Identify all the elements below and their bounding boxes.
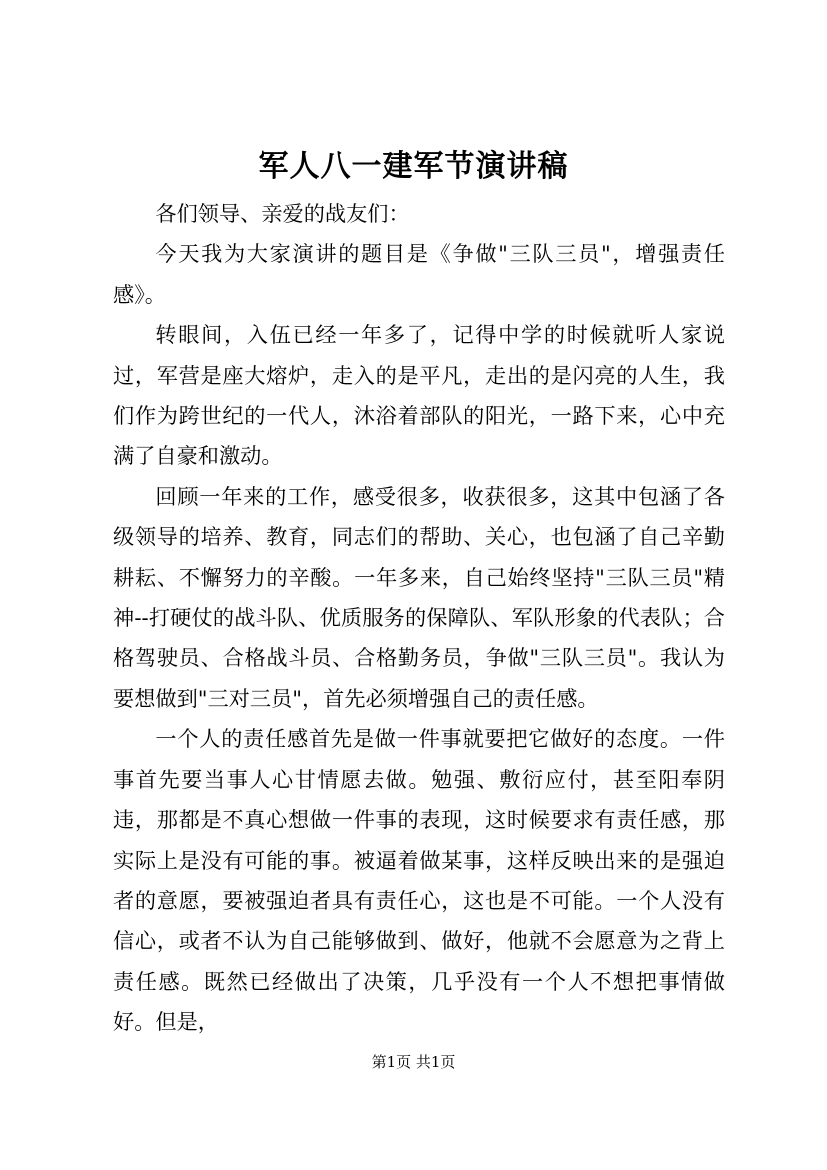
topic-paragraph: 今天我为大家演讲的题目是《争做"三队三员"，增强责任感》。	[113, 241, 725, 307]
document-title: 军人八一建军节演讲稿	[258, 149, 569, 184]
salutation-paragraph: 各们领导、亲爱的战友们：	[155, 201, 410, 226]
body-paragraph-3: 一个人的责任感首先是做一件事就要把它做好的态度。一件事首先要当事人心甘情愿去做。勉强、敷衍应付，甚至阳奉阴违，那都是不真心想做一件事的表现，这时候要求有责任感，那实际上是没有可能的事。被逼着做某事，这样反映出来的是强迫者的意愿，要被强迫者具有责任心，这也是不可能。一个人没有信心，或者不认为自己能够做到、做好，他就不会愿意为之背上责任感。既然已经做出了决策，几乎没有一个人不想把事情做好。但是，	[113, 726, 725, 1035]
page-number-footer: 第1页 共1页	[371, 1053, 456, 1071]
document-body	[113, 194, 725, 1043]
body-paragraph-2: 回顾一年来的工作，感受很多，收获很多，这其中包涵了各级领导的培养、教育，同志们的帮助、关心，也包涵了自己辛勤耕耘、不懈努力的辛酸。一年多来，自己始终坚持"三队三员"精神--打硬仗的战斗队、优质服务的保障队、军队形象的代表队；合格驾驶员、合格战斗员、合格勤务员，争做"三队三员"。我认为要想做到"三对三员"，首先必须增强自己的责任感。	[113, 483, 725, 711]
body-paragraph-1: 转眼间，入伍已经一年多了，记得中学的时候就听人家说过，军营是座大熔炉，走入的是平凡，走出的是闪亮的人生，我们作为跨世纪的一代人，沐浴着部队的阳光，一路下来，心中充满了自豪和激动。	[113, 322, 725, 469]
